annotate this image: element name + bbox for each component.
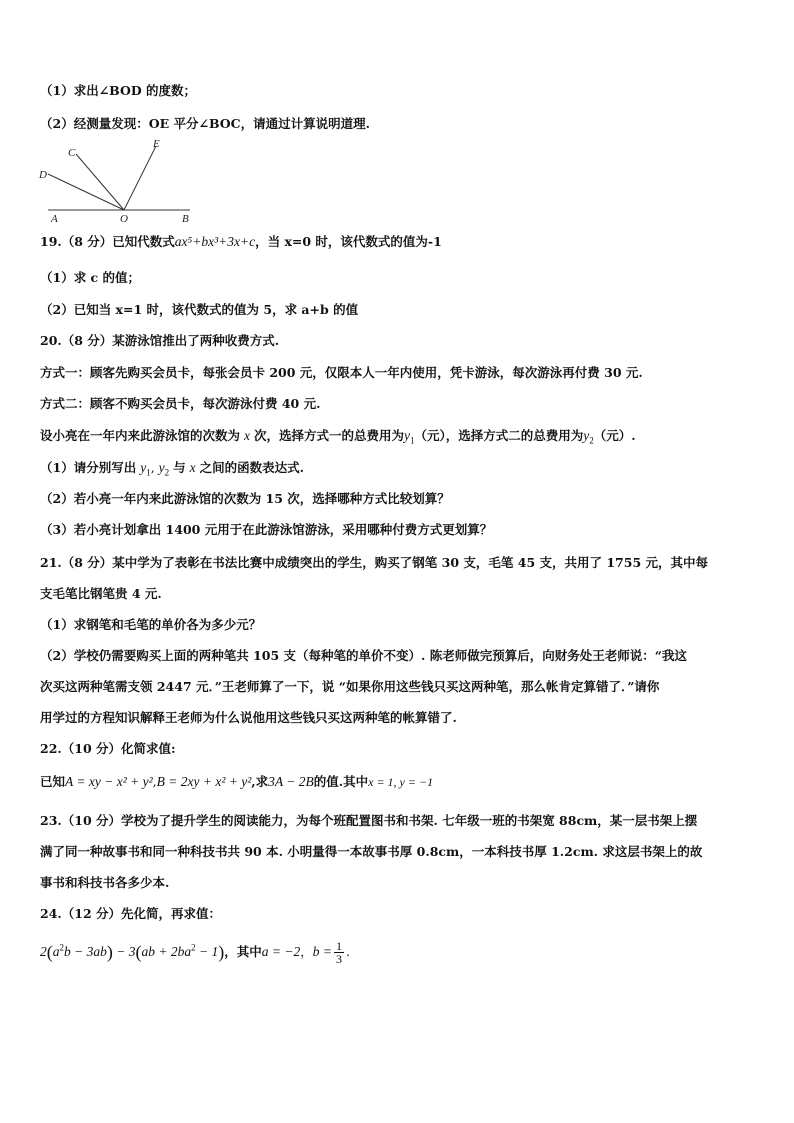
q23-line3: 事书和科技书各多少本.	[40, 875, 170, 890]
q20-stem: 20.（8 分）某游泳馆推出了两种收费方式.	[40, 333, 280, 348]
q19-expression: ax⁵+bx³+3x+c	[174, 234, 256, 249]
q20-part3: （3）若小亮计划拿出 1400 元用于在此游泳馆游泳，采用哪种付费方式更划算？	[40, 522, 493, 537]
q22-given: 已知A = xy − x² + y²,B = 2xy + x² + y²,求3A − 2B的值.其中x = 1, y = −1	[40, 774, 434, 789]
label-D: D	[39, 169, 47, 181]
q21-part1: （1）求钢笔和毛笔的单价各为多少元？	[40, 617, 262, 632]
q19-stem: 19.（8 分）已知代数式ax⁵+bx³+3x+c，当 x=0 时，该代数式的值为-1	[40, 234, 442, 249]
q18-part2: （2）经测量发现：OE 平分∠BOC，请通过计算说明道理.	[40, 116, 370, 131]
q22-values: x = 1, y = −1	[368, 775, 434, 789]
q21-stem-line1: 21.（8 分）某中学为了表彰在书法比赛中成绩突出的学生，购买了钢笔 30 支，毛笔 45 支，共用了 1755 元，其中每	[40, 555, 708, 570]
angle-figure	[36, 136, 206, 224]
q21-part2-line2: 次买这两种笔需支领 2447 元．”王老师算了一下，说 “如果你用这些钱只买这两种笔，那么帐肯定算错了．”请你	[40, 679, 660, 694]
q24-math: $2(a^2b - 3ab) - 3(ab + 2ba^2 - 1)$	[40, 942, 225, 962]
q22-stem: 22.（10 分）化简求值:	[40, 741, 176, 756]
q24-a-value: a = −2	[261, 944, 301, 959]
q22-expression-A: A = xy − x² + y²	[65, 774, 153, 789]
q21-part2-line3: 用学过的方程知识解释王老师为什么说他用这些钱只买这两种笔的帐算错了.	[40, 710, 457, 725]
q24-stem: 24.（12 分）先化简，再求值：	[40, 906, 221, 921]
q20-setup: 设小亮在一年内来此游泳馆的次数为 x 次，选择方式一的总费用为$y_1$（元），选择方式二的总费用为$y_2$（元）.	[40, 428, 636, 446]
q24-b-fraction: $\frac{1}{3}$	[336, 939, 343, 966]
q19-part2: （2）已知当 x=1 时，该代数式的值为 5，求 a+b 的值	[40, 302, 359, 317]
label-A: A	[51, 213, 58, 224]
q24-expression: $2(a^2b - 3ab) - 3(ab + 2ba^2 - 1)$，其中a = −2，b = $\frac{1}{3}$ .	[40, 939, 350, 966]
label-B: B	[182, 213, 189, 224]
q21-part2-line1: （2）学校仍需要购买上面的两种笔共 105 支（每种笔的单价不变）. 陈老师做完预算后，向财务处王老师说：“我这	[40, 648, 687, 663]
q18-part1: （1）求出∠BOD 的度数；	[40, 83, 197, 98]
ray-OD	[48, 174, 124, 210]
ray-OE	[124, 146, 156, 210]
q20-part2: （2）若小亮一年内来此游泳馆的次数为 15 次，选择哪种方式比较划算？	[40, 491, 450, 506]
q20-method1: 方式一：顾客先购买会员卡，每张会员卡 200 元，仅限本人一年内使用，凭卡游泳，每次游泳再付费 30 元.	[40, 365, 643, 380]
ray-OC	[76, 154, 124, 210]
label-C: C	[68, 147, 76, 159]
q21-stem-line2: 支毛笔比钢笔贵 4 元.	[40, 586, 162, 601]
q22-target-expression: 3A − 2B	[268, 774, 314, 789]
q19-part1: （1）求 c 的值；	[40, 270, 141, 285]
q22-expression-B: B = 2xy + x² + y²	[156, 774, 252, 789]
q20-part1: （1）请分别写出 $y_1$, $y_2$ 与 x 之间的函数表达式.	[40, 460, 304, 478]
q24-b-prefix: b =	[312, 944, 333, 959]
label-O: O	[120, 213, 128, 224]
q20-method2: 方式二：顾客不购买会员卡，每次游泳付费 40 元.	[40, 396, 321, 411]
q23-line1: 23.（10 分）学校为了提升学生的阅读能力，为每个班配置图书和书架. 七年级一班的书架宽 88cm，某一层书架上摆	[40, 813, 698, 828]
label-E: E	[153, 138, 160, 150]
q23-line2: 满了同一种故事书和同一种科技书共 90 本. 小明量得一本故事书厚 0.8cm，一本科技书厚 1.2cm. 求这层书架上的故	[40, 844, 703, 859]
